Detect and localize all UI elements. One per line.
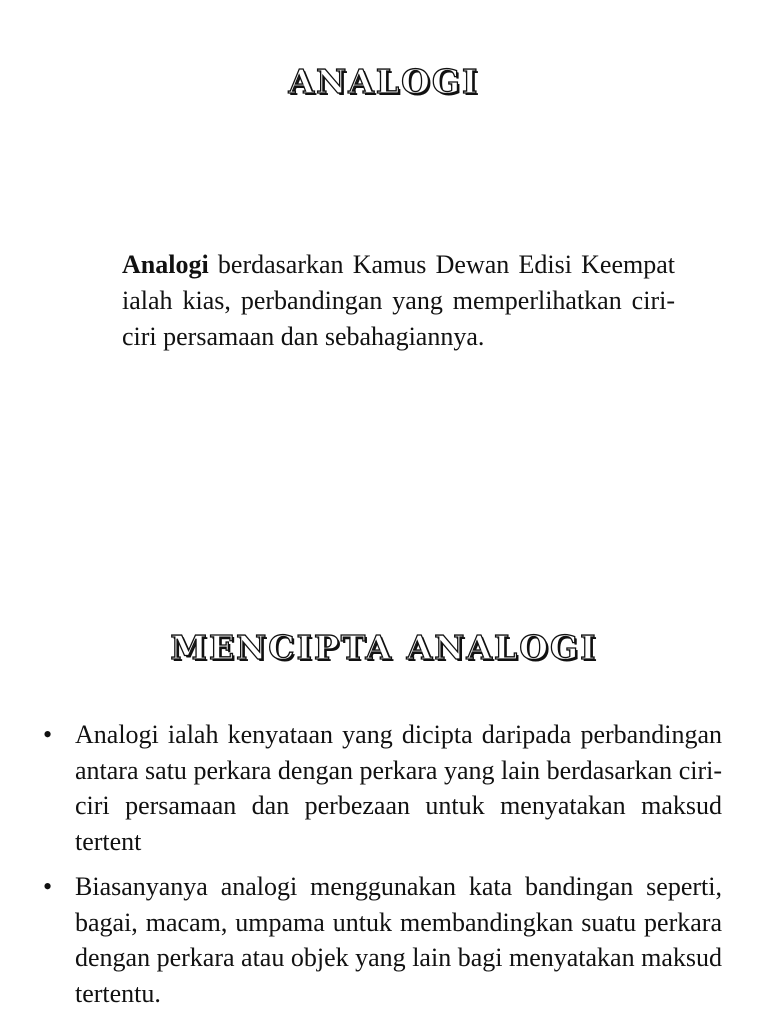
bullet-list xyxy=(0,717,768,1021)
definition-text: berdasarkan Kamus Dewan Edisi Keempat ialah kias, perbandingan yang memperlihatkan ciri-ciri persamaan dan sebahagiannya. xyxy=(122,250,675,351)
slide-title: MENCIPTA ANALOGI xyxy=(170,628,598,667)
bullet-text: Biasanyanya analogi menggunakan kata bandingan seperti, bagai, macam, umpama untuk membandingkan suatu perkara dengan perkara atau objek yang lain bagi menyatakan maksud tertentu. xyxy=(75,872,722,1008)
bullet-item xyxy=(0,869,768,1011)
bullet-text: Analogi ialah kenyataan yang dicipta daripada perbandingan antara satu perkara dengan perkara yang lain berdasarkan ciri-ciri persamaan dan perbezaan untuk menyatakan maksud tertent xyxy=(75,720,722,856)
bullet-item xyxy=(0,717,768,859)
bullet-marker: • xyxy=(43,720,53,749)
definition-paragraph xyxy=(122,247,675,355)
bullet-marker: • xyxy=(43,872,53,901)
definition-term: Analogi xyxy=(122,250,209,279)
slide-mencipta-analogi xyxy=(0,512,768,1024)
slide-title: ANALOGI xyxy=(288,62,480,101)
